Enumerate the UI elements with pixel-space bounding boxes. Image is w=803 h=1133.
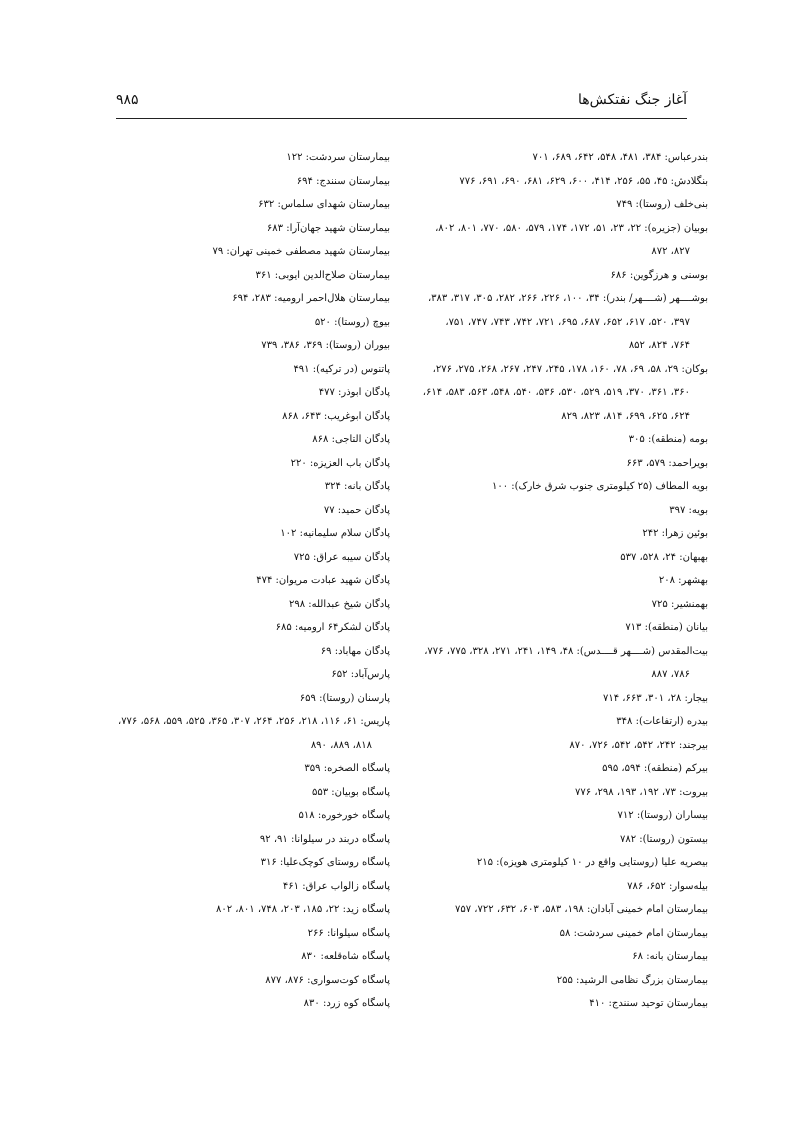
- index-entry: پادگان حمید: ۷۷: [323, 504, 390, 516]
- index-entry: بیمارستان صلاح‌الدین ایوبی: ۳۶۱: [255, 269, 390, 281]
- index-entry: پاتنوس (در ترکیه): ۴۹۱: [293, 363, 390, 375]
- index-entry: بندرعباس: ۳۸۴، ۴۸۱، ۵۴۸، ۶۴۲، ۶۸۹، ۷۰۱: [532, 152, 708, 163]
- index-entry: بوئین زهرا: ۲۴۲: [642, 528, 708, 539]
- index-entry: بیمارستان سنندج: ۶۹۴: [296, 175, 390, 187]
- index-entry: بیساران (روستا): ۷۱۲: [617, 810, 708, 821]
- index-entry: پاسگاه شاه‌قلعه: ۸۳۰: [301, 951, 390, 962]
- index-entry: بیدره (ارتفاعات): ۳۴۸: [616, 716, 708, 727]
- index-entry: ۸۱۸، ۸۸۹، ۸۹۰: [310, 739, 372, 751]
- page-number: ۹۸۵: [116, 92, 139, 108]
- index-entry: بیمارستان هلال‌احمر ارومیه: ۲۸۳، ۶۹۴: [232, 293, 390, 304]
- index-entry: بیت‌المقدس (شــــهر قــــدس): ۴۸، ۱۴۹، ۲۴۱، ۲۷۱، ۳۲۸، ۷۷۵، ۷۷۶،: [424, 645, 708, 657]
- index-entry: پاسگاه زید: ۲۲، ۱۸۵، ۲۰۳، ۷۴۸، ۸۰۱، ۸۰۲: [215, 904, 390, 915]
- index-entry: بیرجند: ۲۴۲، ۵۴۲، ۵۴۲، ۷۲۶، ۸۷۰: [569, 739, 708, 751]
- index-entry: بهشهر: ۲۰۸: [658, 575, 708, 586]
- index-entry: بیله‌سوار: ۶۵۲، ۷۸۶: [627, 880, 708, 892]
- page-header: [116, 90, 687, 119]
- index-entry: بیمارستان شهید مصطفی خمینی تهران: ۷۹: [212, 246, 390, 257]
- index-entry: بیانان (منطقه): ۷۱۳: [625, 622, 708, 633]
- index-entry: پادگان شیخ عبدالله: ۲۹۸: [288, 598, 390, 610]
- index-entry: بیستون (روستا): ۷۸۲: [619, 833, 708, 845]
- index-entry: پاریس: ۶۱، ۱۱۶، ۲۱۸، ۲۵۶، ۲۶۴، ۳۰۷، ۳۶۵، ۵۲۵، ۵۵۹، ۵۶۸، ۷۷۶،: [117, 716, 390, 727]
- index-entry: پاسگاه الصخره: ۳۵۹: [304, 763, 390, 774]
- index-entry: بیمارستان شهدای سلماس: ۶۳۲: [258, 199, 390, 210]
- index-entry: ۳۹۷، ۵۲۰، ۶۱۷، ۶۵۲، ۶۸۷، ۶۹۵، ۷۲۱، ۷۴۲، ۷۴۳، ۷۴۷، ۷۵۱،: [445, 316, 690, 328]
- index-entry: پاسگاه کوه زرد: ۸۳۰: [303, 998, 390, 1009]
- index-entry: بوسنی و هرزگوین: ۶۸۶: [610, 269, 708, 281]
- index-column-left: [105, 146, 390, 1016]
- index-entry: بهبهان: ۲۴، ۵۲۸، ۵۳۷: [620, 551, 708, 563]
- index-entry: پادگان لشکر۶۴ ارومیه: ۶۸۵: [275, 622, 390, 633]
- index-entry: پاسگاه روستای کوچک‌علیا: ۳۱۶: [260, 857, 390, 868]
- index-entry: بنی‌خلف (روستا): ۷۴۹: [616, 199, 708, 210]
- index-entry: پاسگاه خورخوره: ۵۱۸: [298, 810, 390, 821]
- index-entry: بیوران (روستا): ۳۶۹، ۳۸۶، ۷۳۹: [261, 340, 390, 351]
- index-entry: بومه (منطقه): ۳۰۵: [628, 434, 708, 445]
- index-entry: بیرکم (منطقه): ۵۹۴، ۵۹۵: [602, 763, 708, 774]
- index-entry: پادگان ابوذر: ۴۷۷: [318, 387, 390, 398]
- index-entry: بویه: ۳۹۷: [669, 504, 708, 516]
- index-entry: ۸۲۷، ۸۷۲: [651, 246, 690, 257]
- index-entry: پاسگاه دربند در سیلوانا: ۹۱، ۹۲: [259, 833, 390, 845]
- index-entry: بیمارستان سردشت: ۱۲۲: [286, 152, 390, 163]
- index-entry: ۶۲۴، ۶۲۵، ۶۹۹، ۸۱۴، ۸۲۳، ۸۲۹: [561, 410, 690, 422]
- index-entry: ۷۸۶، ۸۸۷: [651, 669, 690, 680]
- index-entry: بیمارستان بانه: ۶۸: [632, 951, 708, 962]
- index-entry: ۷۶۴، ۸۲۴، ۸۵۲: [628, 340, 690, 351]
- index-entry: بیمارستان توحید سنندج: ۴۱۰: [589, 998, 708, 1009]
- index-entry: پاسگاه زالواب عراق: ۴۶۱: [282, 880, 390, 892]
- index-entry: بنگلادش: ۴۵، ۵۵، ۲۵۶، ۴۱۴، ۶۰۰، ۶۲۹، ۶۸۱، ۶۹۰، ۶۹۱، ۷۷۶: [459, 175, 708, 187]
- running-title: آغاز جنگ نفتکش‌ها: [578, 92, 687, 108]
- index-entry: پادگان شهید عبادت مریوان: ۴۷۴: [256, 575, 390, 586]
- index-entry: بوشــــهر (شــــهر/ بندر): ۳۴، ۱۰۰، ۲۲۶، ۲۶۶، ۲۸۲، ۳۰۵، ۳۱۷، ۳۸۳،: [427, 293, 708, 304]
- index-entry: بیمارستان شهید جهان‌آرا: ۶۸۳: [266, 222, 390, 234]
- index-entry: پارسنان (روستا): ۶۵۹: [299, 692, 390, 704]
- index-entry: بوبیان (جزیره): ۲۲، ۲۳، ۵۱، ۱۷۲، ۱۷۴، ۵۷۹، ۵۸۰، ۷۷۰، ۸۰۱، ۸۰۲،: [435, 222, 708, 234]
- index-entry: بیصریه علیا (روستایی واقع در ۱۰ کیلومتری هویزه): ۲۱۵: [476, 857, 708, 868]
- index-entry: بویراحمد: ۵۷۹، ۶۶۳: [626, 457, 708, 469]
- index-entry: ۳۶۰، ۳۶۱، ۳۷۰، ۵۱۹، ۵۲۹، ۵۳۰، ۵۳۶، ۵۴۰، ۵۴۸، ۵۶۳، ۵۸۳، ۶۱۴،: [422, 387, 690, 398]
- index-entry: بهمنشیر: ۷۲۵: [651, 598, 708, 610]
- index-entry: پادگان مهاباد: ۶۹: [320, 645, 390, 657]
- index-entry: بیمارستان امام خمینی آبادان: ۱۹۸، ۵۸۳، ۶۰۳، ۶۳۲، ۷۲۲، ۷۵۷: [455, 904, 708, 915]
- index-entry: بوکان: ۲۹، ۵۸، ۶۹، ۷۸، ۱۶۰، ۱۷۸، ۲۴۵، ۲۴۷، ۲۶۷، ۲۶۸، ۲۷۵، ۲۷۶،: [432, 363, 708, 375]
- index-entry: بیروت: ۷۳، ۱۹۲، ۱۹۳، ۲۹۸، ۷۷۶: [575, 786, 708, 798]
- index-entry: پادگان بانه: ۳۲۴: [324, 481, 390, 492]
- index-entry: بیجار: ۲۸، ۳۰۱، ۶۶۳، ۷۱۴: [602, 692, 708, 704]
- index-entry: بیمارستان بزرگ نظامی الرشید: ۲۵۵: [556, 974, 708, 986]
- index-column-right: [422, 146, 708, 1016]
- index-entry: پاسگاه کوت‌سواری: ۸۷۶، ۸۷۷: [265, 974, 390, 986]
- index-entry: بویه المطاف (۲۵ کیلومتری جنوب شرق خارک): ۱۰۰: [491, 481, 708, 492]
- index-entry: پادگان سلام سلیمانیه: ۱۰۲: [280, 528, 390, 539]
- index-entry: پاسگاه بوبیان: ۵۵۳: [311, 786, 390, 798]
- index-entry: پادگان التاجی: ۸۶۸: [312, 434, 390, 445]
- index-entry: پادگان ابوغریب: ۶۴۳، ۸۶۸: [282, 410, 390, 422]
- index-entry: پارس‌آباد: ۶۵۲: [331, 669, 390, 680]
- index-entry: پادگان باب العزیزه: ۲۲۰: [290, 457, 390, 469]
- index-entry: پاسگاه سیلوانا: ۲۶۶: [307, 927, 390, 939]
- index-entry: بیوچ (روستا): ۵۲۰: [314, 316, 390, 328]
- index-entry: پادگان سیبه عراق: ۷۲۵: [293, 551, 390, 563]
- index-entry: بیمارستان امام خمینی سردشت: ۵۸: [559, 927, 708, 939]
